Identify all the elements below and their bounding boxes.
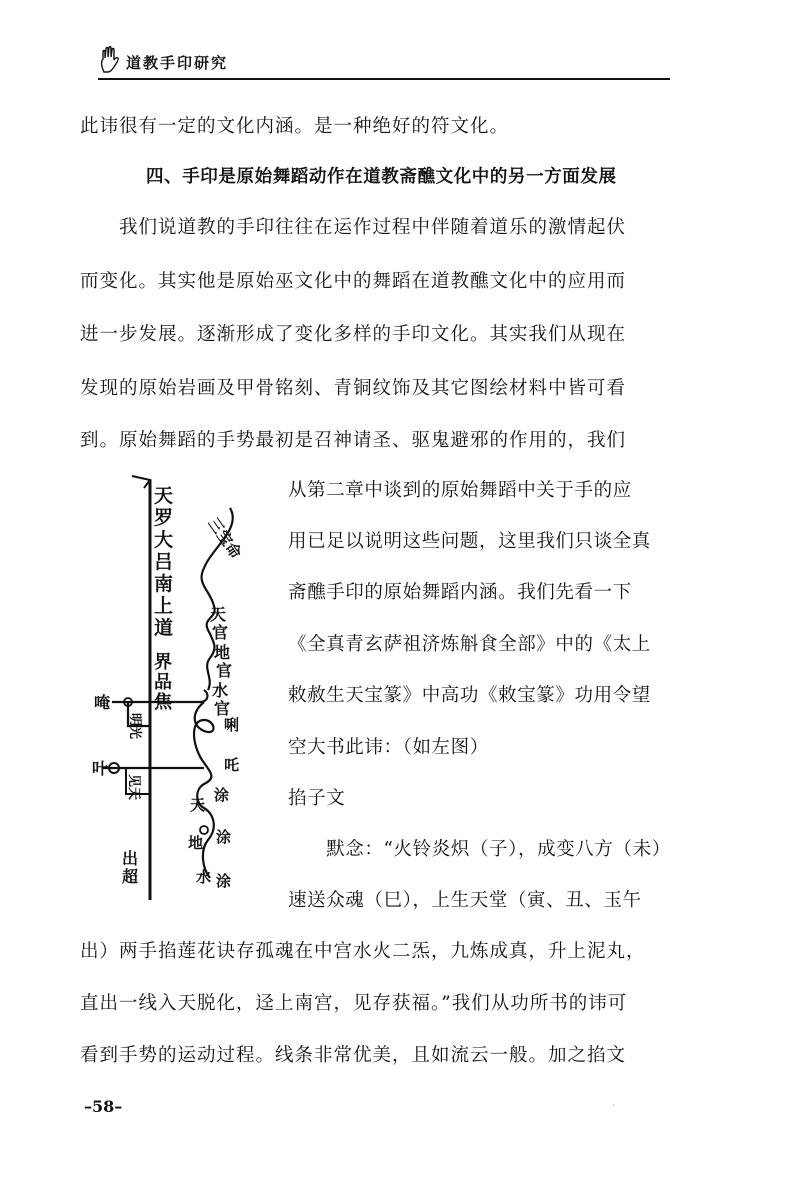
figure-lower-right: 水 [196,868,212,886]
talisman-figure [92,468,262,908]
figure-main-char: 南 [154,573,174,595]
figure-lower-right: 天 [190,796,206,814]
talisman-stroke [132,476,150,488]
hand-icon [98,46,122,74]
figure-curve-char: 官 [216,661,233,680]
figure-right-mark: 吒 [224,756,240,774]
paragraph-line: 进一步发展。逐渐形成了变化多样的手印文化。其实我们从现在 [80,324,627,345]
paragraph-line: 直出一线入天脱化，迳上南宫，见存获福。”我们从功所书的讳可 [80,993,628,1014]
paragraph-line: 此讳很有一定的文化内涵。是一种绝好的符文化。 [80,116,510,137]
figure-main-char: 吕 [154,551,174,573]
wrap-text-line: 速送众魂（巳），上生天堂（寅、丑、玉午 [288,890,642,911]
figure-bottom-left: 出 [122,849,139,868]
header-title: 道教手印研究 [126,54,229,72]
section-heading: 四、手印是原始舞蹈动作在道教斋醮文化中的另一方面发展 [146,167,617,187]
wrap-text-line: 《全真青玄萨祖济炼斛食全部》中的《太上 [288,634,651,655]
wrap-text-line: 从第二章中谈到的原始舞蹈中关于手的应 [288,480,632,501]
figure-main-char: 道 [154,617,174,639]
wrap-text-line: 用已足以说明这些问题，这里我们只谈全真 [288,531,651,552]
header-rule [98,78,670,80]
talisman-loop [200,826,208,834]
figure-curve-label: 三宝命 [204,514,245,562]
wrap-text-line: 斋醮手印的原始舞蹈内涵。我们先看一下 [288,582,632,603]
figure-main-char: 大 [154,529,174,551]
paragraph-line: 看到手势的运动过程。线条非常优美，且如流云一般。加之掐文 [80,1045,627,1066]
paragraph-line: 到。原始舞蹈的手势最初是召神请圣、驱鬼避邪的作用的，我们 [80,430,627,451]
wrap-text-line: 默念：“火铃炎炽（子），成变八方（未） [288,839,671,860]
figure-lower-mark: 涂 [216,872,232,890]
figure-lower-char: 焦 [154,692,172,713]
figure-left-label: 叶 [92,759,109,778]
figure-lower-mark: 涂 [214,786,230,804]
figure-curve-char: 地 [214,643,231,662]
figure-main-char: 天 [154,485,174,507]
figure-right-mark: 唎 [224,716,240,734]
wrap-text-line: 掐子文 [288,788,346,809]
figure-curve-char: 天 [210,605,227,624]
figure-box-label: 明光 [127,713,142,740]
figure-lower-char: 品 [154,672,172,693]
wrap-text-line: 空大书此讳：（如左图） [288,737,489,758]
figure-curve-char: 官 [212,623,229,642]
corner-mark: · [612,1101,615,1111]
figure-left-label: 唵 [94,693,111,712]
figure-curve-char: 水 [212,681,229,700]
running-header [98,44,670,80]
wrap-text-line: 敕赦生天宝篆》中高功《敕宝篆》功用令望 [288,685,651,706]
paragraph-line: 而变化。其实他是原始巫文化中的舞蹈在道教醮文化中的应用而 [80,271,627,292]
figure-box-label: 见天 [126,774,141,801]
figure-lower-char: 界 [154,652,172,673]
figure-lower-mark: 涂 [216,828,232,846]
figure-main-char: 上 [154,595,174,617]
paragraph-line: 出）两手掐莲花诀存孤魂在中宫水火二炁，九炼成真，升上泥丸， [80,941,646,962]
figure-lower-right: 地 [188,834,204,852]
paragraph-line: 我们说道教的手印往往在运作过程中伴随着道乐的激情起伏 [80,217,627,238]
figure-main-char: 罗 [154,507,174,529]
paragraph-line: 发现的原始岩画及甲骨铭刻、青铜纹饰及其它图绘材料中皆可看 [80,378,627,399]
figure-curve-char: 官 [214,699,231,718]
figure-bottom-left: 超 [122,867,139,886]
page-number: –58– [84,1097,123,1116]
